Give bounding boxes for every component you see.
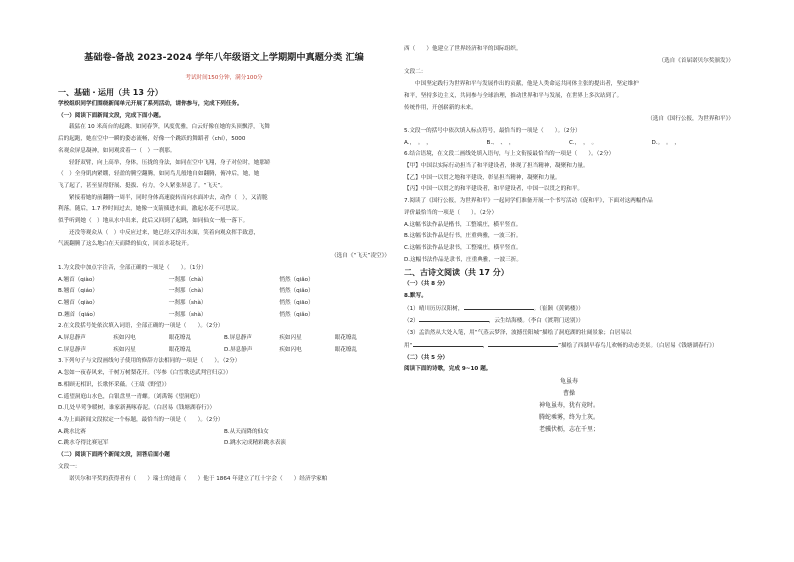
fill-blank-line: 用“ ， ”描绘了西湖早春鸟儿欢畅的动态美景。（白居易《钱塘湖春行》） <box>404 340 734 353</box>
passage-line: 飞了起了，甚至显得舒展、挺拔、有力，令人紧张屏息了。“飞天”。 <box>58 182 227 189</box>
page-title: 基础卷-备战 2023-2024 学年八年级语文上学期期中真题分类 汇编 <box>84 52 364 63</box>
passage-line: 诺贝尔和平奖的获得者有（ ）瑞士的迪南（ ）他于 1864 年建立了红十字会（ ）经济学家帕 <box>69 475 328 482</box>
passage-line: 利落。随后，1.7 秒时间过去，她像一支箭插进水面，激起水花不可思议。 <box>58 206 243 213</box>
poem-line: 腾蛇乘雾，终为土灰。 <box>538 413 599 421</box>
exam-info: 考试时间150分钟，满分100分 <box>185 75 263 81</box>
question: 4.为上面新闻文段拟定一个标题，最恰当的一项是（ ）。（2分） <box>58 416 224 423</box>
option-row <box>58 427 390 439</box>
option-row <box>58 275 390 287</box>
question: 6.结合语境，在文段二画线处填入语句，与上文衔接最恰当的一项是（ ）。（2分） <box>404 151 615 158</box>
option: 疾如闪电 <box>113 335 136 342</box>
question: 1.为文段中加点字注音，全部正确的一项是（ ）。（1分） <box>58 264 207 271</box>
question: 3.下列句子与文段画线句子使用的修辞方法相同的一项是（ ）。（2分） <box>58 358 241 365</box>
answer-blank[interactable] <box>419 315 489 322</box>
passage-line: （3）孟浩然从大处入笔，用“气蒸云梦泽，波撼岳阳城”描绘了洞庭湖的壮阔景象；白居易以 <box>404 330 632 337</box>
passage-line: （ ）全身肌肉紧绷，轻盈的腾空翻腾，如同鸟儿般地自如翻腾，俯冲后，她，她 <box>58 171 260 178</box>
passage-label: 文段一： <box>58 463 81 470</box>
option: 眼花缭乱 <box>168 346 192 353</box>
option: 眼花缭乱 <box>168 335 192 342</box>
poem-line: 老骥伏枥，志在千里； <box>538 425 599 433</box>
option: C.屏息静声 <box>58 346 87 353</box>
poem-title: 龟虽寿 <box>559 377 578 385</box>
passage-line: 后的起跑，她在空中一瞬的姿态流畅，好像一个跳跃的舞蹈者（chí），5000 <box>58 136 246 143</box>
option: 疾如闪星 <box>279 335 302 342</box>
source-note: （选自《国行公报，为世界和平》） <box>647 116 734 123</box>
option: 疾如闪星 <box>113 346 136 353</box>
source-note: （选自《首届诺贝尔奖颁发》） <box>658 57 734 64</box>
option: 一刹那（shà） <box>168 311 207 318</box>
option: B.从天而降的仙女 <box>224 428 269 435</box>
option: A.跳水比赛 <box>58 428 86 435</box>
option: 一刹那（chà） <box>168 276 207 283</box>
option: D.屏息静声 <box>223 346 253 353</box>
passage-line: 轻舒双臂，向上高举，身体，压拢的身法，如同在空中飞翔，身子对位时，她那娇 <box>69 159 271 166</box>
task-heading: （二）阅读下面两个新闻文段，回答后面小题 <box>58 452 170 459</box>
passage-line: 名观众屏息凝神，如同观赏着一（ ）一刹那。 <box>58 147 176 154</box>
passage-line: 还没等观众从（ ）中反应过来，她已经又浮出水面，笑着向观众挥手致意， <box>69 229 260 236</box>
answer-blank[interactable] <box>413 340 483 347</box>
option: 【甲】中国以实际行动担当了和平建设者，体现了担当精神，凝聚和力量。 <box>404 163 589 170</box>
option: A.翘首（qiào） <box>58 276 98 283</box>
option-row <box>58 333 390 345</box>
option: A.忽如一夜春风来，千树万树梨花开。（岑参《白雪歌送武判官归京》） <box>58 370 232 377</box>
poem-author: 曹操 <box>562 389 575 397</box>
passage-line: 似乎听到她（ ）地从水中出来，此后又回到了起跳，如同仙女一般一落下。 <box>58 218 249 225</box>
task-heading: （一）阅读下面新闻文段，完成下面小题。 <box>58 112 165 119</box>
question: 评价最恰当的一项是（ ）。（2分） <box>404 209 498 216</box>
option: D.几处早莺争暖树，谁家新燕啄春泥。（白居易《钱塘湖春行》） <box>58 405 216 412</box>
fill-blank-line: （1）晴川历历汉阳树， 。（崔颢《黄鹤楼》） <box>404 303 734 316</box>
instruction: 阅读下面的诗歌，完成 9~10 题。 <box>404 366 492 373</box>
question: 7.阅读了《国行公报，为世界和平》一起同学们准备开展一个书写活动《促和平》，下面对这两幅作品 <box>404 198 653 205</box>
option-row <box>58 286 390 298</box>
option: B.翘首（qiáo） <box>58 288 98 295</box>
option: A.这幅书法作品是楷书，工整端庄，横平竖直。 <box>404 221 522 228</box>
option: 悄然（qiāo） <box>279 299 314 306</box>
option: 疾如闪电 <box>279 346 302 353</box>
option-group <box>58 275 390 322</box>
fill-blank-line: （2） ，云生结海楼。（李白《渡荆门送别》） <box>404 315 734 328</box>
option: D.。 。 ， <box>651 139 680 146</box>
option-row <box>404 138 734 150</box>
option: D.翘首（qiáo） <box>58 311 99 318</box>
option: 悄然（qiǎo） <box>279 311 314 318</box>
section-heading: 一、基础・运用（共 13 分） <box>58 88 163 97</box>
option-row <box>58 310 390 322</box>
option-group <box>58 333 390 356</box>
question: 5.文段一的括号中依次填入标点符号，最恰当的一项是（ ）。（2分） <box>404 127 581 134</box>
task-heading: （一）（共 8 分） <box>404 281 449 288</box>
option-row <box>58 298 390 310</box>
option: C.跳水夺得比赛冠军 <box>58 440 109 447</box>
passage-line: 西（ ）他建立了世界经济和平的国际组织。 <box>404 46 522 52</box>
right-column <box>404 44 734 436</box>
passage-line: 和平，坚持多边主义，共同参与全球治理，推动世界和平与发展，在世界上多次站到了。 <box>404 92 623 99</box>
poem-line: 神龟虽寿，犹有竟时。 <box>538 401 599 409</box>
option: C.这幅书法作品是隶书，工整端庄，横平竖直。 <box>404 244 522 251</box>
option: 一刹那（shà） <box>168 299 207 306</box>
passage-line: 中国坚定践行为世界和平与发展作出的贡献，他是人类命运共同体主张的提出者，坚定维护 <box>415 81 639 88</box>
option: A.屏息静声 <box>58 335 86 342</box>
passage-label: 文段二： <box>404 69 427 76</box>
option: C.遥望洞庭山水色，白银盘里一青螺。（刘禹锡《望洞庭》） <box>58 393 204 400</box>
option: 眼花缭乱 <box>334 346 358 353</box>
option-row <box>58 345 390 357</box>
answer-blank[interactable] <box>464 303 534 310</box>
option: C.翘首（qiào） <box>58 299 99 306</box>
source-note: （选自《“飞天”凌空》） <box>331 253 390 260</box>
question: 2.在文段括号处依次填入词语，全部正确的一项是（ ）。（2分） <box>58 323 224 330</box>
option: 悄然（qiǎo） <box>279 276 314 283</box>
option: B.相顾无相识，长歌怀采薇。（王绩《野望》） <box>58 381 170 388</box>
left-column <box>58 86 390 485</box>
option: D.这幅书法作品是隶书，庄重典雅，一波三折。 <box>404 256 522 263</box>
option: 【乙】中国一以贯之地和平建设，彰显担当精神，凝聚和力量。 <box>404 174 561 181</box>
option: B.这幅书法作品是行书，庄重典雅，一波三折。 <box>404 233 522 240</box>
passage-line: 紧接着她的前翻腾一周半，同时身体高速旋转而向水面冲去，动作（ ），又清脆 <box>69 194 268 201</box>
option: C.， ， 。 <box>569 139 598 146</box>
option: 悄然（qiǎo） <box>279 288 314 295</box>
answer-blank[interactable] <box>488 340 558 347</box>
passage-line: 载猛在 10 米高台的起跳、如同春笋，风度优雅，白云好像在她的头顶飘浮，飞舞 <box>69 124 270 131</box>
instruction: 学校组织同学们围绕新闻单元开展了系列活动，请你参与，完成下列任务。 <box>58 101 243 107</box>
passage-line: 传统作用，开创崭新的未来。 <box>404 104 477 111</box>
option: A.， 。 ， <box>404 139 432 146</box>
task-heading: （二）（共 5 分） <box>404 354 449 361</box>
option: D.跳水完成精彩跳水表演 <box>224 440 287 447</box>
option: B.、 、 ， <box>486 139 515 146</box>
option: 【丙】中国一以贯之的和平建设者，和平建设者，中国一以贯之的和平。 <box>404 186 584 193</box>
question: 8.默写。 <box>404 293 427 300</box>
passage-line: 气流翻腾了这么地白在天而降的仙女，回首水花绽开。 <box>58 241 193 248</box>
section-heading: 二、古诗文阅读（共 17 分） <box>404 268 509 278</box>
option-row <box>58 438 390 450</box>
option: 眼花缭乱 <box>334 335 358 342</box>
option: B.屏息静声 <box>223 335 252 342</box>
option: 一刹那（chà） <box>168 288 207 295</box>
